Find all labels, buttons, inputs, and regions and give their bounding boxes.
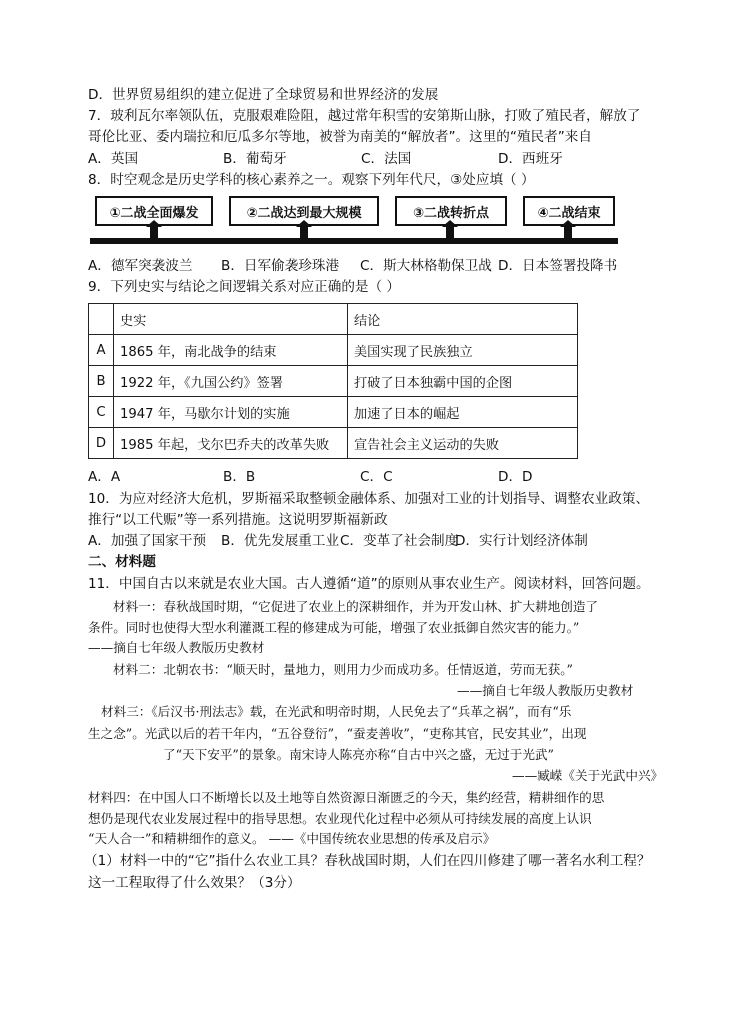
- table-cell: 美国实现了民族独立: [348, 335, 578, 366]
- table-header-cell: 结论: [348, 304, 578, 335]
- timeline-box-1: ①二战全面爆发: [95, 196, 213, 226]
- table-cell: C: [89, 397, 114, 428]
- material3-source: ——臧嵘《关于光武中兴》: [512, 768, 664, 783]
- table-row: [89, 428, 578, 459]
- material2-source: ——摘自七年级人教版历史教材: [457, 683, 634, 698]
- fact-conclusion-table: [88, 303, 578, 459]
- table-cell: 宣告社会主义运动的失败: [348, 428, 578, 459]
- q7-option-b[interactable]: B．葡萄牙: [223, 151, 287, 167]
- table-cell: 1922 年，《九国公约》签署: [114, 366, 348, 397]
- timeline-box-4: ④二战结束: [523, 196, 615, 226]
- q11-sub1-line2: 这一工程取得了什么效果？（3分）: [88, 875, 301, 891]
- q8-option-a[interactable]: A．德军突袭波兰: [88, 258, 193, 274]
- material2-line1: 材料二：北朝农书：“顺天时，量地力，则用力少而成功多。任情返道，劳而无获。”: [113, 662, 573, 677]
- up-arrow-icon: [300, 226, 308, 238]
- q8-option-d[interactable]: D．日本签署投降书: [498, 258, 618, 274]
- table-header-cell: 史实: [114, 304, 348, 335]
- up-arrow-icon: [446, 226, 454, 238]
- q11-stem: 11．中国自古以来就是农业大国。古人遵循“道”的原则从事农业生产。阅读材料，回答问题。: [88, 576, 650, 592]
- material4-line3: “天人合一”和精耕细作的意义。 ——《中国传统农业思想的传承及启示》: [88, 831, 496, 846]
- q9-option-b[interactable]: B．B: [223, 469, 256, 485]
- up-arrow-icon: [564, 226, 572, 238]
- table-cell: 加速了日本的崛起: [348, 397, 578, 428]
- table-header-row: [89, 304, 578, 335]
- material3-line2: 生之念”。光武以后的若干年内，“五谷登衍”，“蚕麦善收”，“吏称其官，民安其业”，出现: [88, 726, 587, 741]
- q9-option-d[interactable]: D．D: [498, 469, 533, 485]
- timeline-box-2: ②二战达到最大规模: [229, 196, 379, 226]
- material1-line2: 条件。同时也使得大型水利灌溉工程的修建成为可能，增强了农业抵御自然灾害的能力。”: [88, 620, 580, 635]
- q6-option-d: D．世界贸易组织的建立促进了全球贸易和世界经济的发展: [88, 87, 439, 103]
- table-cell: 1865 年，南北战争的结束: [114, 335, 348, 366]
- table-header-cell: [89, 304, 114, 335]
- q8-option-b[interactable]: B．日军偷袭珍珠港: [221, 258, 340, 274]
- table-row: [89, 335, 578, 366]
- table-cell: 1947 年，马歇尔计划的实施: [114, 397, 348, 428]
- material3-line1: 材料三：《后汉书·刑法志》载，在光武和明帝时期，人民免去了“兵革之祸”，而有“乐: [101, 704, 572, 719]
- q10-option-b[interactable]: B．优先发展重工业: [221, 533, 340, 549]
- q10-option-a[interactable]: A．加强了国家干预: [88, 533, 207, 549]
- material4-line1: 材料四：在中国人口不断增长以及土地等自然资源日渐匮乏的今天，集约经营，精耕细作的思: [88, 790, 605, 805]
- q7-stem-line1: 7．玻利瓦尔率领队伍，克服艰难险阻，越过常年积雪的安第斯山脉，打败了殖民者，解放了: [88, 108, 641, 124]
- q9-option-c[interactable]: C．C: [360, 469, 393, 485]
- q10-stem-line2: 推行“以工代赈”等一系列措施。这说明罗斯福新政: [88, 512, 388, 528]
- q10-stem-line1: 10．为应对经济大危机，罗斯福采取整顿金融体系、加强对工业的计划指导、调整农业政策、: [88, 491, 650, 507]
- table-row: [89, 397, 578, 428]
- q7-option-c[interactable]: C．法国: [361, 151, 412, 167]
- q7-option-d[interactable]: D．西班牙: [498, 151, 563, 167]
- q10-option-c[interactable]: C．变革了社会制度: [340, 533, 459, 549]
- q8-stem: 8．时空观念是历史学科的核心素养之一。观察下列年代尺，③处应填（ ）: [88, 172, 535, 188]
- table-cell: D: [89, 428, 114, 459]
- table-cell: 打破了日本独霸中国的企图: [348, 366, 578, 397]
- timeline-axis: [90, 238, 618, 244]
- up-arrow-icon: [150, 226, 158, 238]
- material3-line3: 了“天下安平”的景象。南宋诗人陈亮亦称“自古中兴之盛，无过于光武”: [163, 747, 554, 762]
- material1-line1: 材料一：春秋战国时期，“它促进了农业上的深耕细作，并为开发山林、扩大耕地创造了: [113, 599, 599, 614]
- q9-stem: 9．下列史实与结论之间逻辑关系对应正确的是（ ）: [88, 279, 401, 295]
- q10-option-d[interactable]: D．实行计划经济体制: [455, 533, 588, 549]
- table-cell: A: [89, 335, 114, 366]
- q8-option-c[interactable]: C．斯大林格勒保卫战: [360, 258, 492, 274]
- table-row: [89, 366, 578, 397]
- q11-sub1-line1: （1）材料一中的“它”指什么农业工具？春秋战国时期，人们在四川修建了哪一著名水利工程？: [84, 853, 651, 869]
- material4-line2: 想仍是现代农业发展过程中的指导思想。农业现代化过程中必须从可持续发展的高度上认识: [88, 811, 592, 826]
- table-cell: 1985 年起，戈尔巴乔夫的改革失败: [114, 428, 348, 459]
- q9-option-a[interactable]: A．A: [88, 469, 121, 485]
- table-cell: B: [89, 366, 114, 397]
- timeline-box-3: ③二战转折点: [395, 196, 507, 226]
- material1-source: ——摘自七年级人教版历史教材: [88, 640, 265, 655]
- timeline-ruler: [90, 193, 618, 249]
- section-heading: 二、材料题: [88, 554, 156, 570]
- q7-option-a[interactable]: A．英国: [88, 151, 139, 167]
- q7-stem-line2: 哥伦比亚、委内瑞拉和厄瓜多尔等地，被誉为南美的“解放者”。这里的“殖民者”来自: [88, 129, 592, 145]
